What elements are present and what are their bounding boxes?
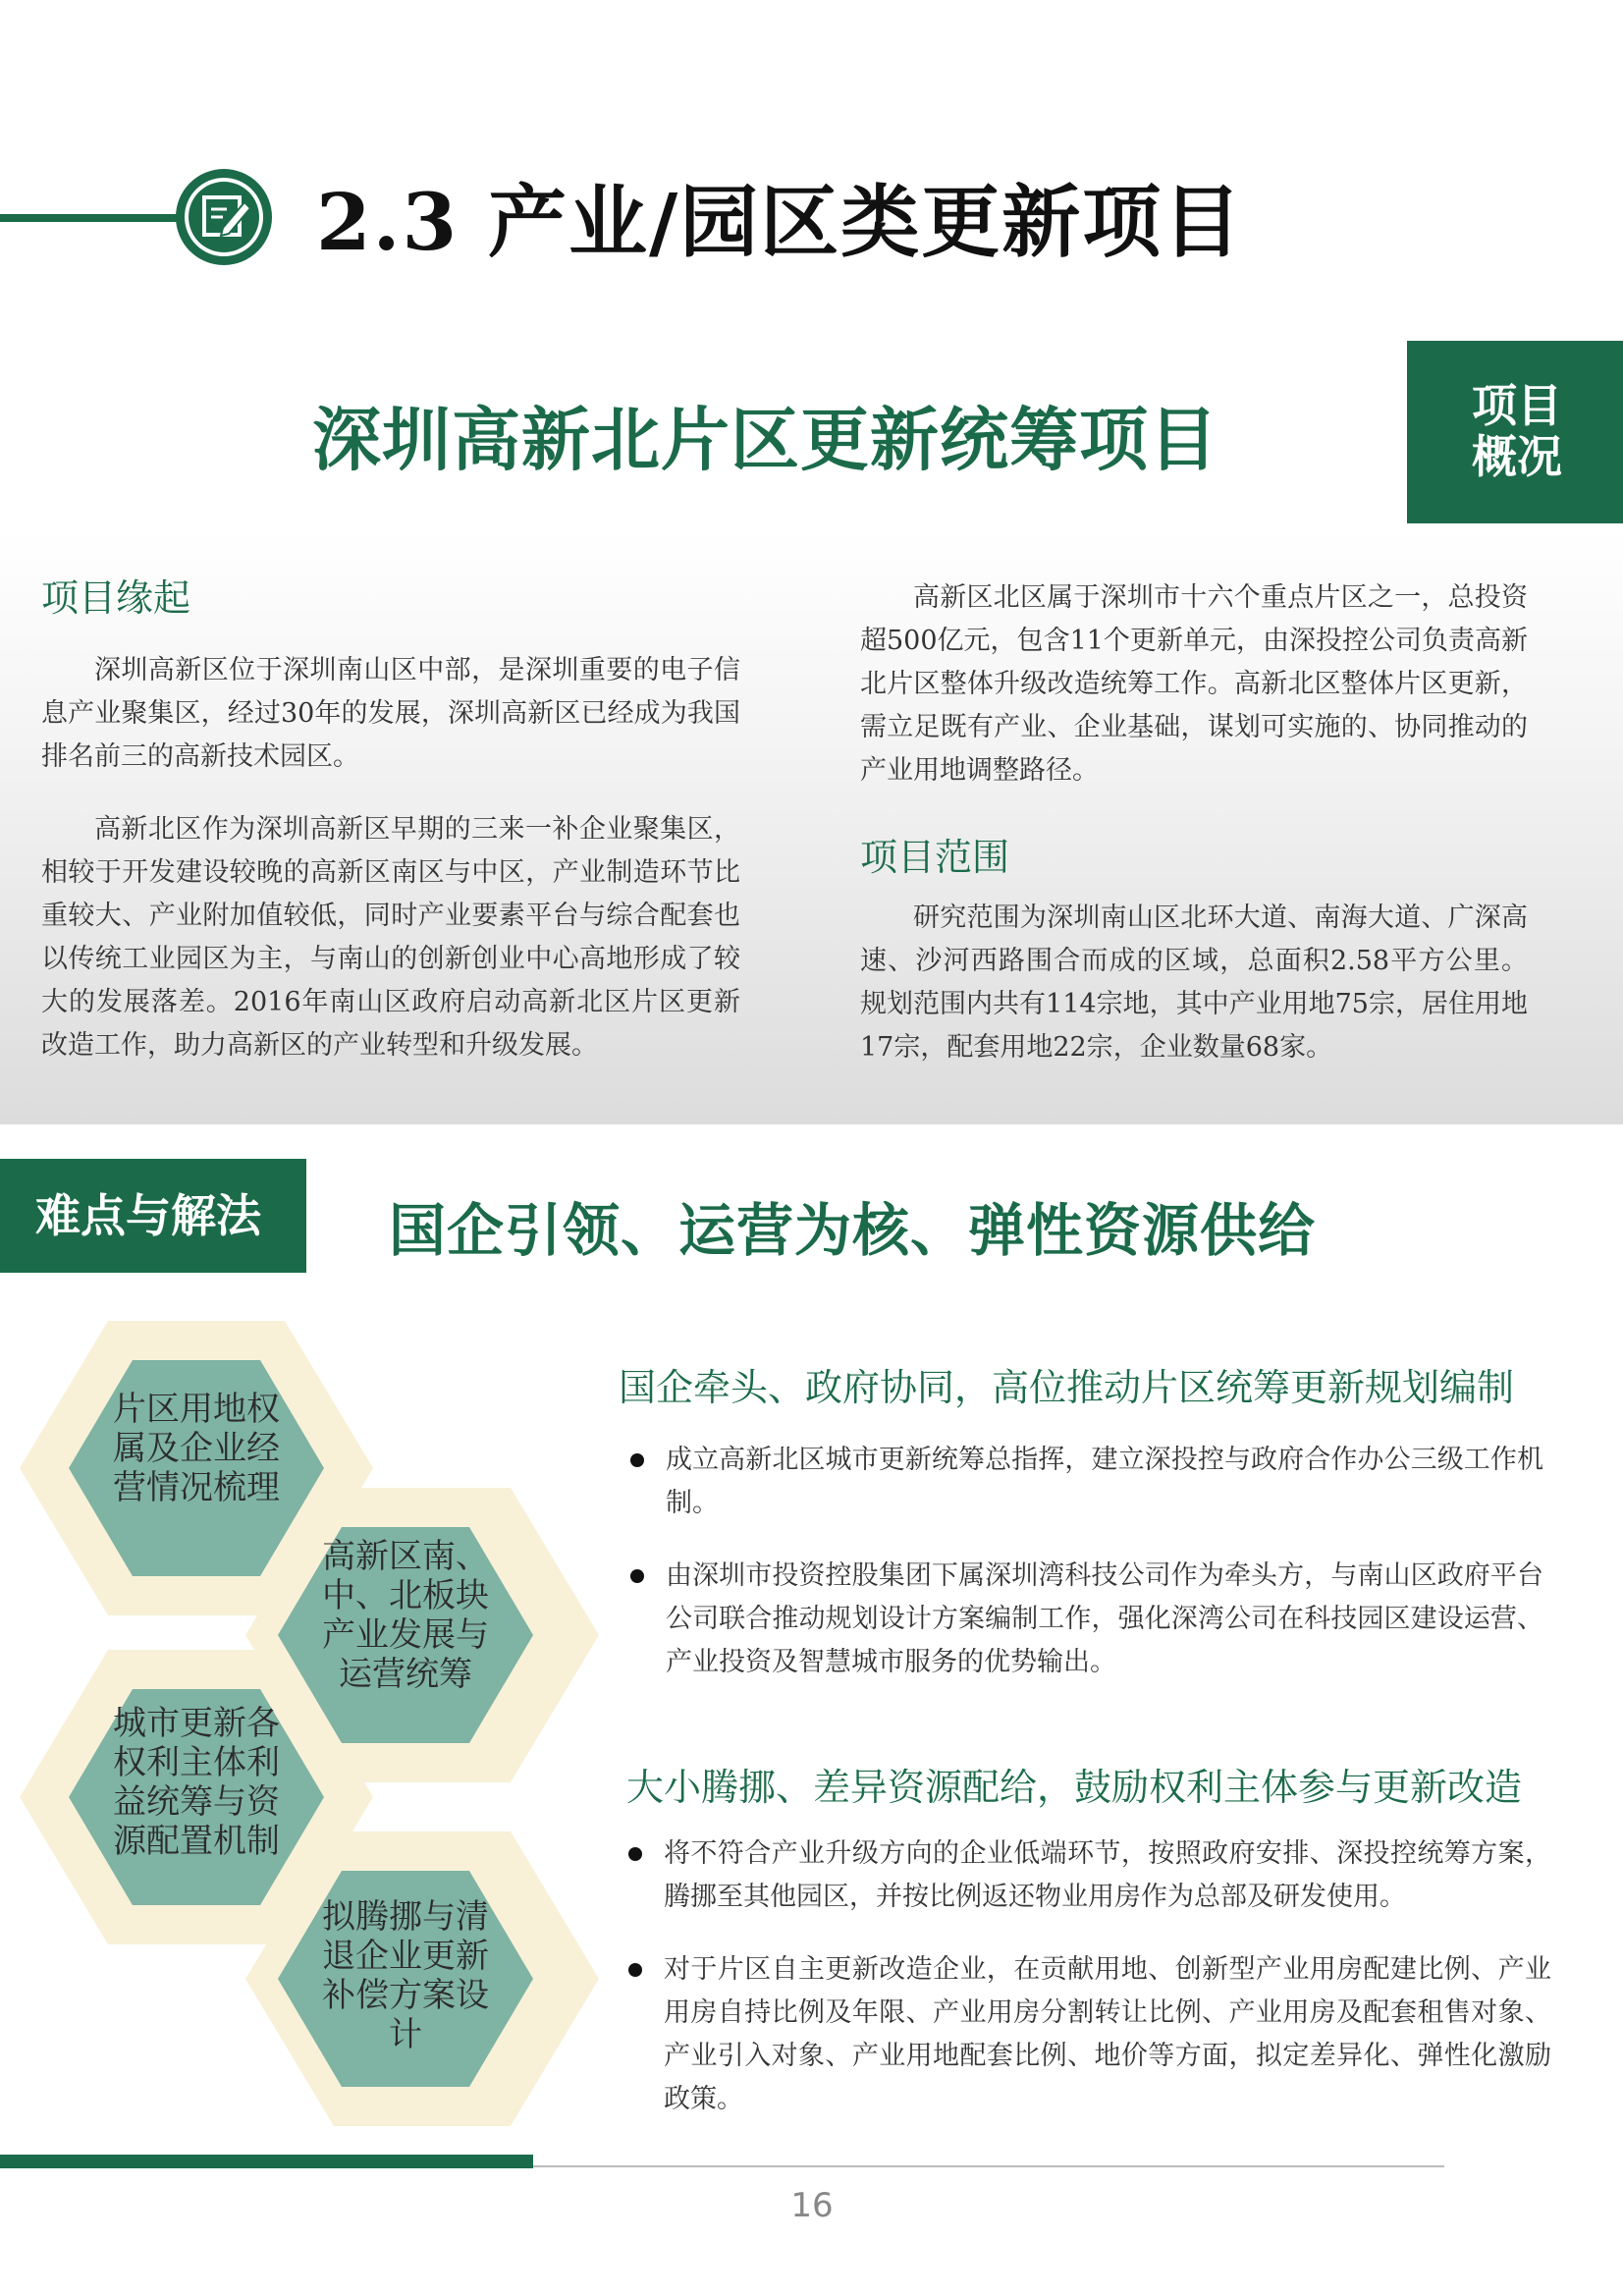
solution-list-1 — [630, 1439, 1543, 1714]
header-rule — [0, 214, 182, 222]
difficulty-label: 难点与解法 — [0, 1159, 306, 1273]
overview-badge — [1407, 341, 1623, 523]
origin-paragraph-3: 高新区北区属于深圳市十六个重点片区之一，总投资超500亿元，包含11个更新单元，由深投控公司负责高新北片区整体升级改造统筹工作。高新北区整体片区更新，需立足既有产业、企业基础，谋划可实施的、协同推动的产业用地调整路径。 — [860, 582, 1528, 786]
solution-list-2 — [628, 1832, 1551, 2151]
solution-heading-1: 国企牵头、政府协同，高位推动片区统筹更新规划编制 — [619, 1366, 1515, 1409]
bullet-dot — [630, 1569, 644, 1583]
origin-paragraph-1: 深圳高新区位于深圳南山区中部，是深圳重要的电子信息产业聚集区，经过30年的发展，深圳高新区已经成为我国排名前三的高新技术园区。 — [41, 655, 740, 772]
footer-rule — [533, 2165, 1444, 2167]
bullet-dot — [628, 1847, 642, 1861]
overview-label-line2: 概况 — [1472, 430, 1562, 483]
list-item: 将不符合产业升级方向的企业低端环节，按照政府安排、深投控统筹方案，腾挪至其他园区，并按比例返还物业用房作为总部及研发使用。 — [628, 1832, 1551, 1919]
footer-accent-bar — [0, 2155, 533, 2168]
scope-paragraph: 研究范围为深圳南山区北环大道、南海大道、广深高速、沙河西路围合而成的区域，总面积2.58平方公里。规划范围内共有114宗地，其中产业用地75宗，居住用地17宗，配套用地22宗，企业数量68家。 — [860, 902, 1528, 1063]
hexagon-cluster — [0, 1306, 609, 2151]
project-title: 深圳高新北片区更新统筹项目 — [312, 399, 1218, 480]
page-number: 16 — [790, 2186, 834, 2225]
bullet-dot — [628, 1963, 642, 1977]
bullet-dot — [630, 1453, 644, 1467]
list-item: 对于片区自主更新改造企业，在贡献用地、创新型产业用房配建比例、产业用房自持比例及年限、产业用房分割转让比例、产业用房及配套租售对象、产业引入对象、产业用地配套比例、地价等方面，拟定差异化、弹性化激励政策。 — [628, 1948, 1551, 2121]
list-item: 成立高新北区城市更新统筹总指挥，建立深投控与政府合作办公三级工作机制。 — [630, 1439, 1543, 1525]
origin-heading: 项目缘起 — [41, 576, 191, 620]
list-item: 由深圳市投资控股集团下属深圳湾科技公司作为牵头方，与南山区政府平台公司联合推动规划设计方案编制工作，强化深湾公司在科技园区建设运营、产业投资及智慧城市服务的优势输出。 — [630, 1555, 1543, 1684]
hex-label-1: 片区用地权属及企业经营情况梳理 — [113, 1390, 280, 1507]
origin-paragraph-2: 高新北区作为深圳高新区早期的三来一补企业聚集区，相较于开发建设较晚的高新区南区与中区，产业制造环节比重较大、产业附加值较低，同时产业要素平台与综合配套也以传统工业园区为主，与南山的创新创业中心高地形成了较大的发展落差。2016年南山区政府启动高新北区片区更新改造工作，助力高新区的产业转型和升级发展。 — [41, 814, 740, 1061]
overview-label-line1: 项目 — [1472, 379, 1562, 432]
hex-label-2: 高新区南、中、北板块产业发展与运营统筹 — [322, 1537, 489, 1694]
hex-label-3: 城市更新各权利主体利益统筹与资源配置机制 — [113, 1704, 280, 1861]
solution-heading-2: 大小腾挪、差异资源配给，鼓励权利主体参与更新改造 — [626, 1766, 1523, 1809]
solution-slogan: 国企引领、运营为核、弹性资源供给 — [389, 1197, 1317, 1264]
scope-heading: 项目范围 — [860, 836, 1010, 879]
section-title: 2.3 产业/园区类更新项目 — [316, 176, 1244, 268]
edit-document-icon — [172, 165, 276, 269]
hex-label-4: 拟腾挪与清退企业更新补偿方案设计 — [322, 1897, 489, 2054]
